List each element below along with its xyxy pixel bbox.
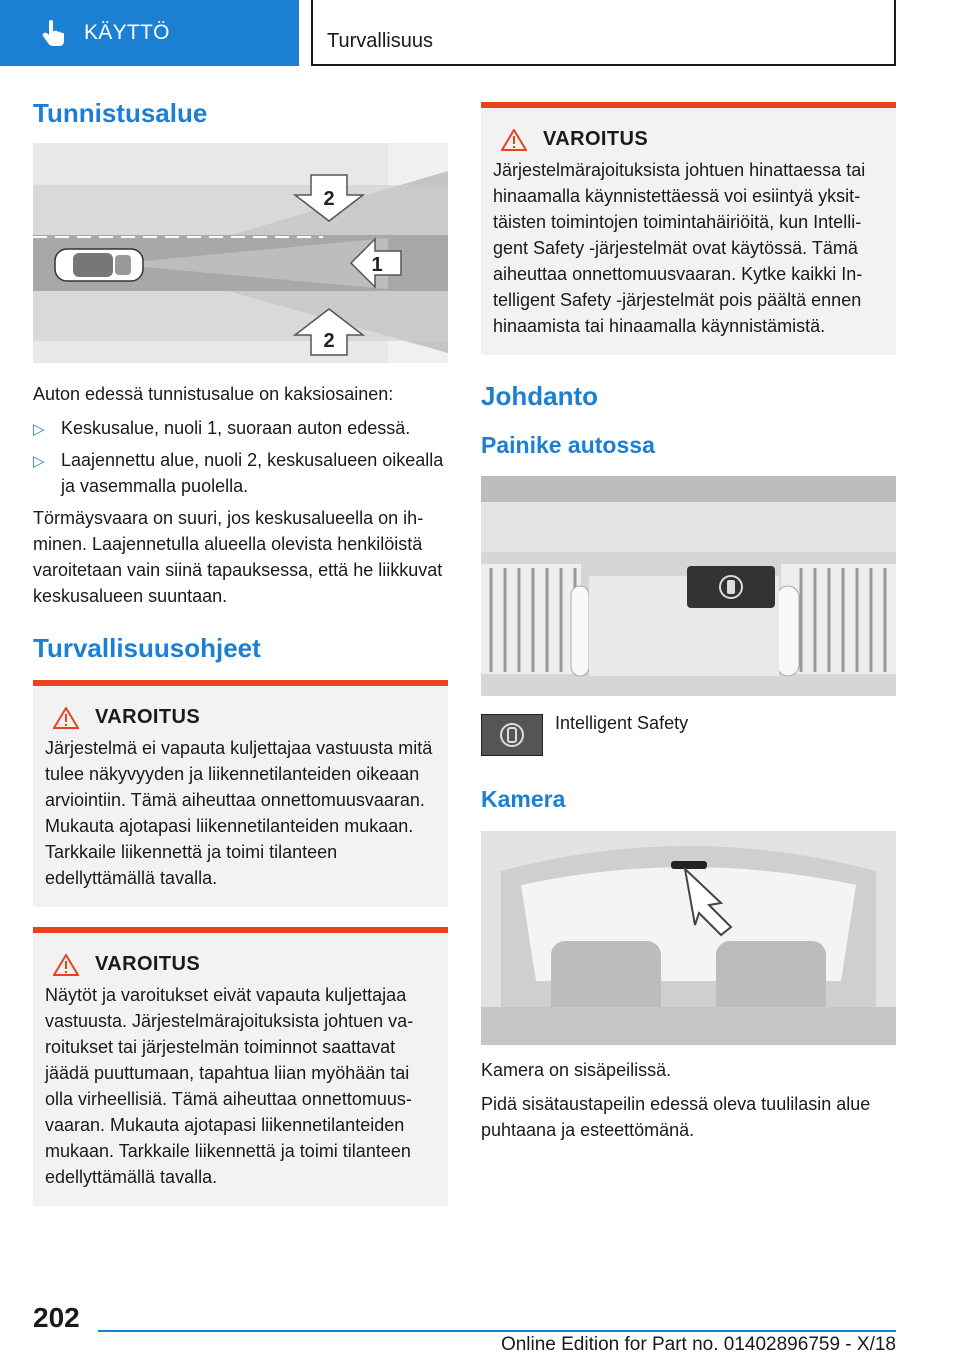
diagram-label-2-bottom: 2 — [323, 330, 335, 353]
diagram-label-2-top: 2 — [323, 188, 335, 211]
air-vent-right — [777, 564, 896, 676]
risk-paragraph: Törmäysvaara on suuri, jos keskusalueella on ihminen. Laajennetulla alueella olevista henkilöistä varoitetaan vain siinä tapauksessa, että he liikkuvat keskusalueen suuntaan. — [33, 508, 443, 607]
right-column — [481, 102, 896, 1143]
warning-box-1 — [33, 680, 448, 907]
air-vent-left — [481, 564, 589, 676]
warning-box-2 — [33, 927, 448, 1206]
dashboard-button-image — [481, 476, 896, 696]
warning-triangle-icon — [501, 129, 527, 151]
page-footer — [0, 1290, 960, 1362]
camera-module-icon — [671, 861, 707, 869]
triangle-right-icon: ▷ — [33, 453, 45, 471]
intelligent-safety-button-icon — [481, 714, 543, 756]
camera-title: Kamera — [481, 785, 566, 812]
footer-rule — [98, 1330, 896, 1332]
camera-text-2: Pidä sisätaustapeilin edessä oleva tuulilasin alue puhtaana ja esteettömänä. — [481, 1094, 871, 1141]
button-legend — [481, 714, 896, 756]
warning-title: VAROITUS — [95, 953, 201, 976]
detection-area-diagram — [33, 143, 448, 363]
list-item: ▷ Laajennettu alue, nuoli 2, keskusalueen oikealla ja vasemmalla puolella. — [33, 450, 444, 497]
diagram-label-1: 1 — [371, 254, 383, 277]
button-in-car-title: Painike autossa — [481, 432, 655, 459]
hand-pointer-icon — [40, 19, 68, 47]
warning-title: VAROITUS — [95, 706, 201, 729]
warning-title: VAROITUS — [543, 128, 649, 150]
introduction-title: Johdanto — [481, 381, 598, 411]
triangle-right-icon: ▷ — [33, 421, 45, 439]
detection-intro: Auton edessä tunnistusalue on kaksiosainen: — [33, 384, 394, 405]
left-column — [33, 98, 448, 1206]
edition-label: Online Edition for Part no. 01402896759 - X/18 — [500, 1334, 896, 1355]
safety-notes-title: Turvallisuusohjeet — [33, 633, 261, 664]
warning-box-3 — [481, 102, 896, 355]
chapter-tab[interactable] — [0, 0, 299, 66]
car-icon — [55, 249, 143, 281]
warning-triangle-icon — [53, 954, 79, 976]
section-tab[interactable] — [311, 0, 896, 66]
button-legend-label: Intelligent Safety — [555, 712, 689, 733]
detection-bullets — [33, 415, 448, 499]
chapter-label: KÄYTTÖ — [84, 21, 170, 44]
warning-text: Näytöt ja varoitukset eivät vapauta kuljettajaa vastuusta. Järjestelmärajoituksista johtuen varoitukset tai järjestelmän toiminnot saattavat jäädä puuttumaan, tapahtua liian myöhään tai olla virheellisiä. Tämä aiheuttaa onnettomuusvaaran. Mukauta ajotapasi liikennetilanteiden mukaan. Tarkkaile liikennettä ja toimi tilanteen edellyttämällä tavalla. — [45, 985, 414, 1188]
page-number: 202 — [33, 1302, 80, 1333]
section-label: Turvallisuus — [327, 30, 433, 52]
camera-location-image — [481, 831, 896, 1045]
warning-triangle-icon — [53, 707, 79, 729]
detection-area-title: Tunnistusalue — [33, 98, 208, 128]
list-item: ▷ Keskusalue, nuoli 1, suoraan auton edessä. — [33, 415, 448, 441]
page-header — [0, 0, 960, 66]
warning-text: Järjestelmä ei vapauta kuljettajaa vastuusta mitä tulee näkyvyyden ja liikennetilanteiden oikeaan arviointiin. Tämä aiheuttaa onnettomuusvaaran. Mukauta ajotapasi liikennetilanteiden mukaan. Tarkkaile liikennettä ja toimi tilanteen edellyttämällä tavalla. — [45, 738, 433, 889]
warning-text: Järjestelmärajoituksista johtuen hinattaessa tai hinaamalla käynnistettäessä voi esiintyä yksittäisten toimintojen toimintahäiriöitä, kun Intelligent Safety -järjestelmät ovat käytössä. Tämä aiheuttaa onnettomuusvaaran. Kytke kaikki Intelligent Safety -järjestelmät pois päältä ennen hinaamista tai hinaamalla käynnistämistä. — [493, 160, 866, 336]
camera-text-1: Kamera on sisäpeilissä. — [481, 1060, 672, 1081]
